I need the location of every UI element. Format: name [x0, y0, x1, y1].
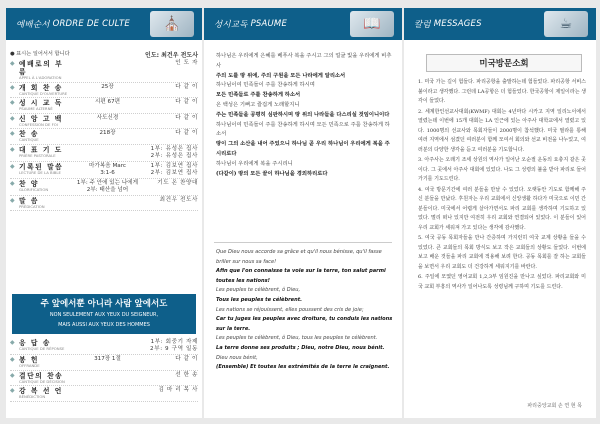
officiant-line: [10, 50, 198, 59]
psalm-response: 모든 민족들로 주를 찬송하게 하소서: [216, 92, 301, 99]
bible-icon: 📖: [350, 11, 394, 37]
psalm-line: 하나님이여 민족들이 주를 찬송하게 하시며: [216, 82, 315, 89]
psalm-title-ko: 성시교독: [214, 20, 248, 30]
column-body: [418, 78, 586, 293]
list-item: [10, 355, 198, 371]
order-list: [10, 59, 198, 211]
psalm-response: 땅이 그의 소산을 내어 주었으니 하나님 곧 우리 하나님이 우리에게 복을 주시리로다: [216, 141, 390, 157]
column-paragraph: 2. 세계한인선교사대회(KWMF) 대회는 4년마다 시카고 지역 일리노이에서 열렸는데 이번에 15개 대회는 LA 인근에 있는 아주사 대학교에서 열렸고 있다. 1000명의 선교사와 목회자들이 2000명이 참석했다. 미국 필라를 통해 여러 지역에서 섬겼던 여러분이 함께 모여서 회의와 선교 비전을 나누었고, 여러분의 다양한 생각을 듣고 여러분을 기도합니다.: [418, 108, 586, 153]
standing-note: ● 표시는 일어서서 합니다: [10, 51, 70, 57]
message-header: [404, 8, 596, 40]
item-fr: CANTIQUE D'OUVERTURE: [19, 90, 68, 96]
psalm-line: 하나님은 우리에게 은혜를 베푸사 복을 주시고 그의 얼굴 빛을 우리에게 비추사: [216, 53, 392, 69]
item-detail: 317장 1절: [94, 356, 121, 362]
item-fr: PRÉDICATION: [19, 203, 45, 209]
item-detail: 1부: 주 안에 있는 나에게 2부: 태산을 넘어: [76, 179, 139, 193]
item-ko: 개 회 찬 송: [19, 83, 63, 92]
list-item: [10, 114, 198, 130]
item-fr: GLORIFICATION: [19, 186, 49, 192]
item-leader: 다 같 이: [175, 356, 198, 362]
list-item: [10, 162, 198, 179]
item-ko: 찬 송: [19, 130, 39, 138]
item-ko: 봉 헌: [19, 356, 39, 364]
list-item: [10, 371, 198, 387]
item-leader: 다 같 이: [175, 114, 198, 121]
bullet-icon: ◆: [10, 162, 15, 170]
item-ko: 말 씀: [19, 196, 39, 205]
psalm-panel: [204, 8, 402, 418]
item-detail: 25장: [101, 83, 114, 90]
list-item: [10, 83, 198, 99]
item-leader: 다 같 이: [175, 99, 198, 105]
psalm-line: Les peuples te célèbrent, ô Dieu, tous les peuples te célèbrent.: [216, 335, 378, 342]
bullet-icon: ◆: [10, 371, 15, 379]
psalm-line: 하나님이 우리에게 복을 주시리니: [216, 160, 293, 167]
bullet-icon: ◆: [10, 387, 15, 394]
item-fr: OFFRANDE: [19, 363, 40, 368]
psalm-response: Car tu juges les peuples avec droiture, tu conduis les nations sur la terre.: [216, 316, 393, 332]
item-ko: 성 시 교 독: [19, 99, 63, 107]
bullet-icon: ◆: [10, 356, 15, 363]
bullet-icon: ◆: [10, 339, 15, 346]
item-ko: 대 표 기 도: [19, 145, 63, 154]
sermon-title-ko: 주 앞에서뿐 아니라 사람 앞에서도: [40, 299, 168, 309]
psalm-line: 하나님이여 민족들이 주를 찬송하게 하시며 모든 민족으로 주를 찬송하게 하소서: [216, 121, 390, 138]
item-detail: 시편 67편: [94, 99, 121, 105]
item-leader: 다 같 이: [175, 83, 198, 90]
list-item: [10, 59, 198, 83]
item-detail: 218장: [99, 130, 116, 136]
item-leader: 1부: 김보연 집사 2부: 김보연 집사: [150, 162, 198, 176]
order-title-ko: 예배순서: [16, 20, 50, 30]
psalm-line: Les peuples te célèbrent, ô Dieu,: [216, 287, 301, 294]
signature: 파리중앙교회 손 연 현 목: [527, 403, 582, 409]
item-fr: LECTURE DE LA BIBLE: [19, 169, 61, 175]
bullet-icon: ◆: [10, 83, 15, 91]
sermon-title-fr-1: NON SEULEMENT AUX YEUX DU SEIGNEUR,: [49, 312, 159, 318]
column-paragraph: 4. 여국 방문기간에 여러 분들을 만날 수 있었다. 오랫동안 기도로 함께해 주신 분들을 만났다. 후원자는 우리 교회에서 신앙생활 하다가 미국으로 이민 간 분들이다. 미국에서 어렵게 살아가면서도 파리 교회를 생각하며 기도하고 있었다. 멀리 떠나 있지만 여전히 우리 교회와 연결되어 있었다. 이 분들이 있어 우리 교회가 세워져 가고 있다는 생각에 감사했다.: [418, 186, 586, 231]
bullet-icon: ◆: [10, 60, 15, 67]
item-fr: CANTIQUE DE RÉPONSE: [19, 346, 65, 351]
item-ko: 찬 양: [19, 179, 39, 188]
list-item: [10, 145, 198, 162]
bullet-icon: ◆: [10, 145, 15, 153]
item-detail: 마가복음 Marc 3:1-6: [89, 162, 126, 176]
psalm-title-fr: PSAUME: [250, 19, 288, 29]
message-title-fr: MESSAGES: [433, 19, 482, 29]
item-ko: 결단의 찬송: [19, 371, 64, 380]
item-fr: CANTIQUE: [19, 137, 39, 142]
item-leader: 선 한 송: [175, 371, 198, 378]
item-leader: 1부: 회중기 자제 2부: 9 구역 일동: [150, 339, 198, 352]
item-fr: CONFESSION DE FOI: [19, 121, 58, 127]
column-paragraph: 5. 여국 공동 목회자들을 만나 간증하며 가지런히 여국 교계 상황을 들을 수 있었다. 큰 교회들의 목회 방식도 보고 작은 교회들의 상황도 들었다. 이번에 보고 배운 것들을 파리 교회에 적용해 보려 한다. 공동 목회를 잘 하는 교회들을 보면서 우리 교회도 더 건강하게 세워지기를 바란다.: [418, 235, 586, 270]
psalm-response: Tous les peuples te célèbrent.: [216, 296, 303, 303]
column-paragraph: 1. 미국 가는 길이 험들다. 파리공항을 출발하는데 험들었다. 파리공항 서비스 불이라고 생각했다. 그런데 LA공항은 더 험들었다. 한국공항이 제일이라는 생각이 들었다.: [418, 79, 586, 104]
psalm-line: Les nations se réjouissent, elles poussent des cris de joie;: [216, 306, 364, 313]
psalm-response: 주는 민족들을 공평히 심판하시며 땅 위의 나라들을 다스리실 것임이니이다: [216, 111, 390, 118]
item-leader: 인 도 자: [175, 60, 198, 66]
psalm-korean: [216, 52, 394, 179]
item-ko: 강 복 선 언: [19, 387, 63, 395]
coffee-cup-icon: ☕: [544, 11, 588, 37]
psalm-response: Afin que l'on connaisse ta voie sur la terre, ton salut parmi toutes les nations!: [216, 268, 386, 284]
psalm-line: Que Dieu nous accorde sa grâce et qu'il nous bénisse, qu'il fasse briller sur nous sa face!: [216, 249, 382, 265]
bullet-icon: ◆: [10, 99, 15, 106]
item-fr: CANTIQUE DE DÉCISION: [19, 378, 65, 384]
bullet-icon: ◆: [10, 196, 15, 204]
item-leader: 다 같 이: [175, 130, 198, 136]
bullet-icon: ◆: [10, 130, 15, 137]
bullet-icon: ◆: [10, 114, 15, 122]
psalm-header: [204, 8, 402, 40]
item-leader: 최건우 전도사: [159, 196, 198, 203]
item-leader: 기도 온 찬양대: [157, 179, 198, 186]
item-fr: APPEL À L'ADORATION: [19, 75, 62, 80]
item-ko: 기록된 말씀: [19, 162, 64, 171]
officiant: 인도: 최건우 전도사: [145, 52, 198, 59]
item-leader: 김 마 리 목 사: [158, 387, 198, 393]
sermon-banner: [12, 294, 196, 334]
psalm-response: La terre donne ses produits ; Dieu, notre Dieu, nous bénit.: [216, 344, 385, 351]
psalm-response: (Ensemble) Et toutes les extrémités de la terre le craignent.: [216, 364, 390, 371]
item-fr: PRIÈRE PASTORALE: [19, 152, 56, 158]
column-title: 미국방문소회: [426, 54, 582, 72]
list-item: [10, 179, 198, 196]
psalm-line: Dieu nous bénit,: [216, 354, 258, 361]
column-paragraph: 3. 아주사는 오래기 조세 상원의 역사가 일어난 오순절 운동의 요충지 같은 곳이다. 그 곳에서 아주사 대회에 있었다. 나도 그 성령의 불을 받아 파리로 들어가기를 기도드린다.: [418, 157, 586, 182]
order-title-fr: ORDRE DE CULTE: [52, 19, 130, 29]
message-title-ko: 칼럼: [414, 20, 431, 30]
item-ko: 예배로의 부름: [19, 60, 64, 76]
item-ko: 신 앙 고 백: [19, 114, 63, 123]
order-list-after: [10, 338, 198, 402]
order-of-worship-panel: [6, 8, 202, 418]
list-item: [10, 196, 198, 212]
psalm-french: [216, 248, 394, 373]
message-panel: [404, 8, 596, 418]
item-fr: PSAUME ALTERNÉ: [19, 106, 53, 111]
item-ko: 응 답 송: [19, 339, 51, 347]
psalm-line: 온 백성은 기뻐고 즐겁게 노래할지니: [216, 101, 300, 108]
item-detail: 사도신경: [96, 114, 119, 121]
list-item: [10, 338, 198, 355]
order-header: [6, 8, 202, 40]
divider: [214, 242, 392, 243]
list-item: [10, 129, 198, 145]
church-icon: ⛪: [150, 11, 194, 37]
list-item: [10, 386, 198, 402]
item-fr: BÉNÉDICTION: [19, 394, 46, 399]
list-item: [10, 98, 198, 114]
bullet-icon: ◆: [10, 179, 15, 187]
item-leader: 1부: 유성은 집사 2부: 유성은 집사: [150, 145, 198, 159]
psalm-response: (다같이) 땅의 모든 끝이 하나님을 경외하리로다: [216, 170, 328, 177]
psalm-response: 주의 도를 땅 위에, 주의 구원을 모든 나라에게 알리소서: [216, 72, 346, 79]
column-paragraph: 6. 주일에 모였던 영어교회 1,2,3부 임원진을 만나고 싶었다. 파리교회와 미국 교회 부흥의 역사가 일어나도록 성령님께 구하며 기도를 드린다.: [418, 274, 586, 290]
sermon-title-fr-2: MAIS AUSSI AUX YEUX DES HOMMES: [58, 321, 150, 328]
